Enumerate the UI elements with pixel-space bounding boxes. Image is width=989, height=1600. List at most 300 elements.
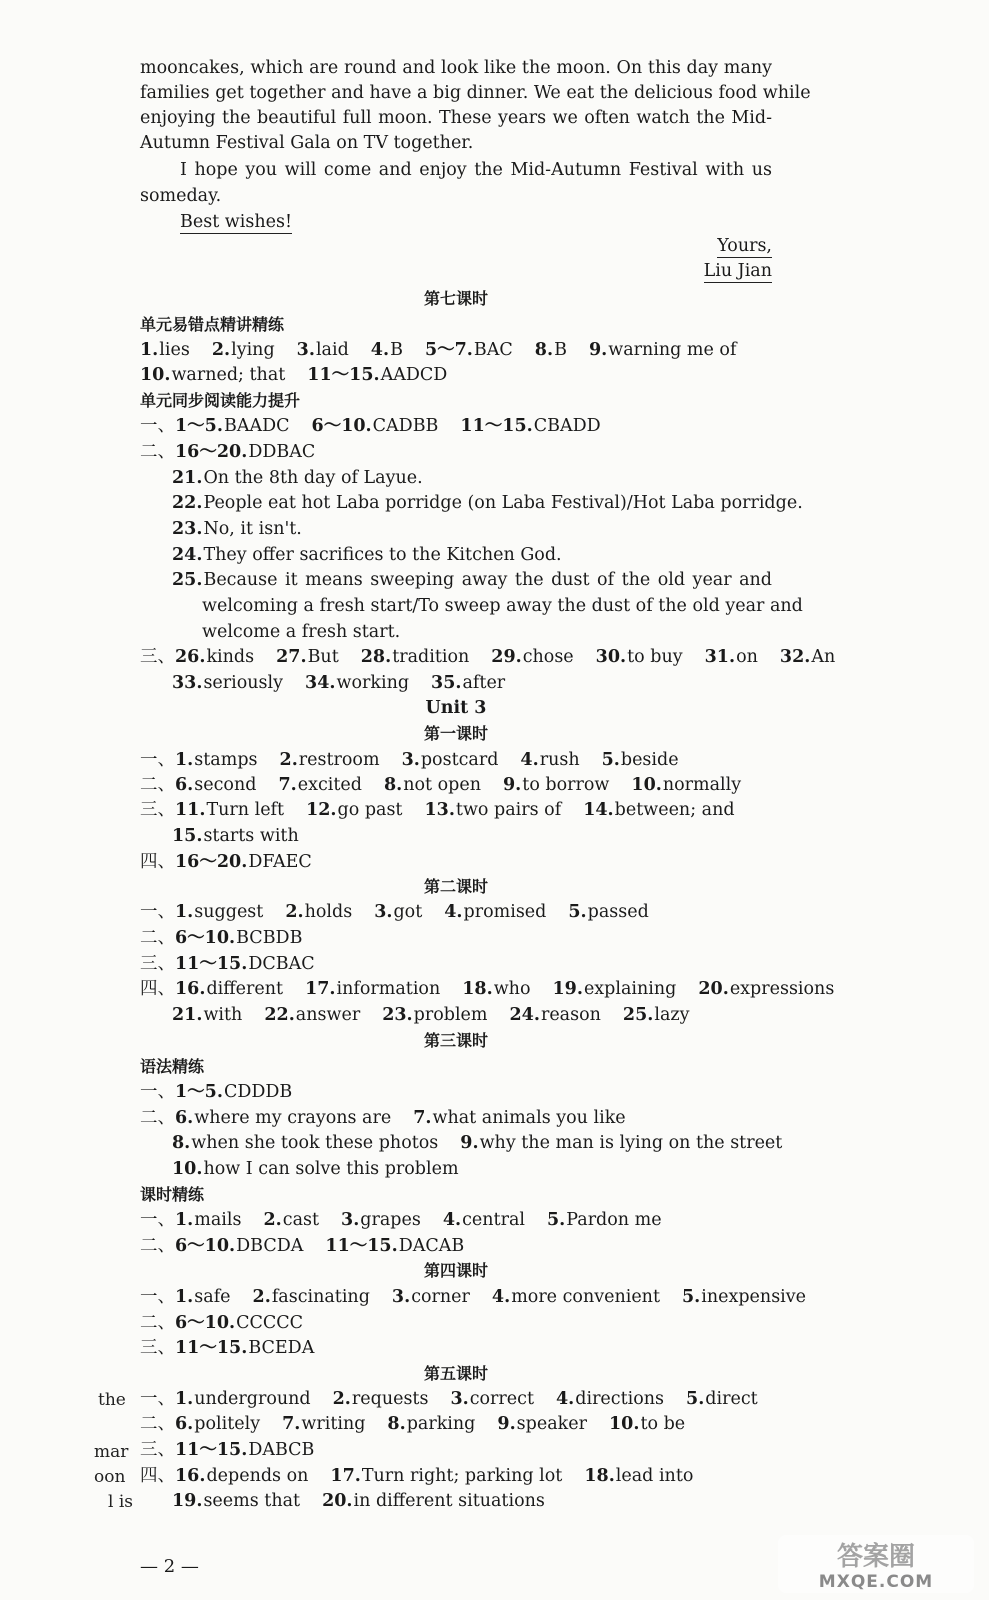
section-marker: 一、 — [140, 750, 175, 770]
answer-text: second — [194, 775, 257, 795]
letter-closing: Best wishes! — [180, 212, 292, 232]
answer-item — [212, 340, 275, 360]
answer-text: CCCCC — [236, 1313, 304, 1333]
question-number: 4. — [491, 1287, 511, 1307]
answer-item — [413, 1108, 625, 1128]
question-number: 25. — [622, 1005, 654, 1025]
answer-text: normally — [662, 775, 742, 795]
answer-text: central — [462, 1210, 525, 1230]
section-marker: 一、 — [140, 1389, 175, 1409]
answer-item — [520, 750, 579, 770]
question-number: 9. — [588, 340, 608, 360]
answer-text: what animals you like — [432, 1108, 626, 1128]
answer-text: problem — [413, 1005, 488, 1025]
answer-row — [140, 338, 736, 362]
watermark-icon — [778, 1535, 974, 1593]
question-number: 2. — [211, 340, 231, 360]
question-number: 2. — [263, 1210, 282, 1230]
answer-item — [175, 1082, 292, 1102]
section-marker: 四、 — [140, 1466, 175, 1486]
section-title: 第四课时 — [423, 1261, 488, 1280]
section-marker: 二、 — [140, 1313, 175, 1333]
answer-row — [172, 824, 299, 848]
question-number: 1. — [175, 1210, 194, 1230]
answer-text: when she took these photos — [191, 1133, 439, 1153]
answer-item — [175, 1466, 308, 1486]
question-number: 9. — [497, 1414, 516, 1434]
question-number: 27. — [276, 647, 307, 667]
question-number: 6～10. — [175, 1236, 236, 1256]
answer-item — [263, 1210, 319, 1230]
answer-item — [282, 1414, 365, 1434]
answer-item — [444, 902, 546, 922]
question-number: 4. — [442, 1210, 462, 1230]
question-number: 20. — [322, 1491, 353, 1511]
question-number: 15. — [172, 826, 203, 846]
question-number: 6. — [175, 775, 194, 795]
answer-item — [172, 570, 772, 590]
answer-text: DABCB — [248, 1440, 315, 1460]
question-number: 7. — [282, 1414, 301, 1434]
answer-text: corner — [411, 1287, 470, 1307]
question-number: 11～15. — [325, 1236, 398, 1256]
answer-text: DACAB — [398, 1236, 465, 1256]
question-number: 8. — [534, 340, 554, 360]
answer-text: reason — [540, 1005, 601, 1025]
answer-text: direct — [705, 1389, 758, 1409]
answer-item — [276, 647, 339, 667]
answer-row — [140, 363, 447, 387]
answer-item — [384, 775, 481, 795]
answer-text: expressions — [729, 979, 835, 999]
question-number: 11～15. — [460, 416, 533, 436]
question-number: 22. — [264, 1005, 295, 1025]
question-number: 1. — [175, 750, 194, 770]
question-number: 26. — [175, 647, 206, 667]
question-number: 29. — [491, 647, 522, 667]
answer-text: lead into — [615, 1466, 694, 1486]
question-number: 24. — [172, 545, 203, 565]
answer-text: warned; that — [171, 365, 286, 385]
answer-item — [460, 416, 600, 436]
section-title: 第七课时 — [423, 289, 488, 308]
answer-text: DDBAC — [248, 442, 316, 462]
question-number: 5. — [601, 750, 620, 770]
question-number: 9. — [460, 1133, 479, 1153]
answer-item — [382, 1005, 487, 1025]
answer-text: who — [493, 979, 531, 999]
question-number: 6～10. — [175, 928, 236, 948]
answer-row — [140, 850, 312, 874]
svg-text:MXQE.COM: MXQE.COM — [818, 1572, 934, 1592]
answer-item — [175, 1108, 391, 1128]
answer-text: with — [203, 1005, 243, 1025]
answer-text: where my crayons are — [194, 1108, 392, 1128]
answer-row — [140, 1336, 314, 1360]
answer-row — [140, 748, 679, 772]
answer-item — [172, 545, 562, 565]
page-number: — 2 — — [140, 1556, 199, 1577]
answer-item — [140, 365, 285, 385]
question-number: 3. — [341, 1210, 360, 1230]
answer-item — [172, 1159, 459, 1179]
answer-item — [305, 673, 409, 693]
question-number: 11～15. — [175, 1440, 248, 1460]
answer-item — [780, 647, 835, 667]
section-marker: 一、 — [140, 1210, 175, 1230]
question-number: 17. — [305, 979, 336, 999]
answer-item — [535, 340, 567, 360]
section-marker: 二、 — [140, 1108, 175, 1128]
answer-text: fascinating — [271, 1287, 370, 1307]
question-number: 11～15. — [175, 954, 248, 974]
answer-item — [682, 1287, 806, 1307]
question-number: 35. — [431, 673, 462, 693]
question-number: 16. — [175, 979, 206, 999]
answer-text: Because it means sweeping away the dust of the old year and — [203, 570, 772, 590]
answer-item — [172, 493, 803, 513]
answer-item — [609, 1414, 685, 1434]
answer-text: No, it isn't. — [203, 519, 302, 539]
question-number: 21. — [172, 468, 203, 488]
answer-text: answer — [295, 1005, 361, 1025]
section-marker: 三、 — [140, 800, 175, 820]
answer-text: An — [811, 647, 836, 667]
question-number: 8. — [172, 1133, 191, 1153]
answer-item — [285, 902, 352, 922]
answer-row — [140, 1464, 693, 1488]
question-number: 20. — [698, 979, 729, 999]
answer-text: cast — [282, 1210, 320, 1230]
answer-item — [450, 1389, 534, 1409]
section-marker: 一、 — [140, 1287, 175, 1307]
question-number: 8. — [387, 1414, 406, 1434]
question-number: 11. — [175, 800, 206, 820]
question-number: 5. — [546, 1210, 566, 1230]
answer-text: different — [206, 979, 284, 999]
answer-item — [175, 1236, 303, 1256]
answer-text: to be — [640, 1414, 686, 1434]
answer-item — [172, 826, 299, 846]
answer-text: DBCDA — [236, 1236, 304, 1256]
question-number: 3. — [450, 1389, 469, 1409]
answer-text: grapes — [360, 1210, 421, 1230]
answer-text: Pardon me — [566, 1210, 662, 1230]
answer-item — [175, 979, 283, 999]
section-title: 第三课时 — [423, 1031, 488, 1050]
section-marker: 三、 — [140, 1440, 175, 1460]
answer-item — [503, 775, 609, 795]
answer-row — [172, 1131, 782, 1155]
question-number: 3. — [401, 750, 420, 770]
answer-item — [322, 1491, 545, 1511]
question-number: 23. — [172, 519, 203, 539]
answer-row — [172, 568, 772, 592]
answer-item — [306, 800, 402, 820]
answer-text: On the 8th day of Layue. — [203, 468, 423, 488]
margin-fragment: oon — [94, 1467, 126, 1487]
answer-text: to borrow — [522, 775, 610, 795]
answer-row — [140, 773, 741, 797]
letter-signature: Liu Jian — [703, 261, 772, 281]
answer-text: why the man is lying on the street — [479, 1133, 783, 1153]
answer-item — [510, 1005, 601, 1025]
answer-item — [175, 775, 256, 795]
question-number: 6～10. — [311, 416, 372, 436]
answer-item — [462, 979, 530, 999]
answer-row — [172, 517, 302, 541]
question-number: 6～10. — [175, 1313, 236, 1333]
answer-item — [172, 673, 283, 693]
answer-text: Turn right; parking lot — [361, 1466, 563, 1486]
answer-text: passed — [587, 902, 649, 922]
answer-row — [140, 926, 302, 950]
answer-row — [140, 645, 835, 669]
answer-item — [443, 1210, 525, 1230]
answer-text: B — [554, 340, 567, 360]
section-title: 第二课时 — [423, 877, 488, 896]
answer-text: seems that — [203, 1491, 301, 1511]
section-marker: 三、 — [140, 954, 175, 974]
answer-item — [387, 1414, 475, 1434]
question-number: 3. — [391, 1287, 411, 1307]
section-marker: 二、 — [140, 775, 175, 795]
answer-item — [371, 340, 403, 360]
answer-text: got — [393, 902, 423, 922]
answer-text: starts with — [203, 826, 299, 846]
answer-item — [491, 647, 573, 667]
answer-item — [460, 1133, 782, 1153]
answer-text: inexpensive — [701, 1287, 807, 1307]
answer-text: to buy — [627, 647, 683, 667]
answer-item — [492, 1287, 660, 1307]
answer-text: go past — [337, 800, 403, 820]
question-number: 11～15. — [307, 365, 380, 385]
answer-text: CADBB — [372, 416, 439, 436]
answer-text: requests — [351, 1389, 429, 1409]
section-marker: 二、 — [140, 442, 175, 462]
answer-item — [172, 1491, 300, 1511]
answer-item — [431, 673, 505, 693]
answer-item — [175, 1440, 314, 1460]
answer-text: tradition — [392, 647, 470, 667]
answer-item — [330, 1466, 562, 1486]
question-number: 10. — [172, 1159, 203, 1179]
answer-text: CBADD — [533, 416, 601, 436]
question-number: 3. — [296, 340, 315, 360]
answer-item — [547, 1210, 662, 1230]
question-number: 4. — [444, 902, 463, 922]
answer-text: seriously — [203, 673, 284, 693]
answer-item — [264, 1005, 360, 1025]
answer-text: directions — [575, 1389, 665, 1409]
question-number: 14. — [583, 800, 614, 820]
answer-text: parking — [406, 1414, 476, 1434]
answer-item — [583, 800, 734, 820]
answer-item — [175, 852, 312, 872]
question-number: 34. — [305, 673, 336, 693]
answer-row — [140, 900, 649, 924]
answer-text: two pairs of — [455, 800, 562, 820]
answer-row — [172, 1003, 690, 1027]
question-number: 3. — [374, 902, 393, 922]
answer-item — [175, 1414, 260, 1434]
section-marker: 二、 — [140, 1414, 175, 1434]
question-number: 28. — [360, 647, 392, 667]
answer-row — [172, 543, 562, 567]
answer-row — [140, 1234, 464, 1258]
answer-row — [140, 1387, 758, 1411]
answer-text: on — [736, 647, 758, 667]
answer-text: speaker — [516, 1414, 587, 1434]
answer-item — [140, 340, 190, 360]
answer-text: CDDDB — [223, 1082, 293, 1102]
section-title: 第五课时 — [423, 1364, 488, 1383]
answer-text: promised — [463, 902, 547, 922]
answer-item — [623, 1005, 690, 1025]
question-number: 17. — [330, 1466, 361, 1486]
answer-item — [175, 416, 290, 436]
answer-item — [596, 647, 683, 667]
letter-line: mooncakes, which are round and look like the moon. On this day many — [140, 58, 772, 78]
question-number: 10. — [608, 1414, 640, 1434]
answer-text: information — [336, 979, 441, 999]
question-number: 22. — [172, 493, 203, 513]
subsection-heading: 单元同步阅读能力提升 — [140, 391, 301, 410]
answer-text: DCBAC — [248, 954, 315, 974]
subsection-heading: 语法精练 — [140, 1057, 205, 1076]
answer-item — [175, 1389, 311, 1409]
answer-row — [140, 1080, 292, 1104]
answer-item — [333, 1389, 429, 1409]
answer-item — [172, 519, 302, 539]
answer-item — [705, 647, 758, 667]
question-number: 1～5. — [175, 1082, 223, 1102]
answer-item — [361, 647, 470, 667]
answer-text: after — [462, 673, 506, 693]
answer-item — [312, 416, 439, 436]
answer-item — [175, 1210, 241, 1230]
answer-item — [568, 902, 648, 922]
section-marker: 二、 — [140, 1236, 175, 1256]
answer-item — [175, 1313, 303, 1333]
question-number: 16～20. — [175, 852, 248, 872]
answer-item — [307, 365, 447, 385]
answer-item — [175, 750, 258, 770]
answer-text: postcard — [420, 750, 499, 770]
answer-text: how I can solve this problem — [203, 1159, 459, 1179]
question-number: 10. — [140, 365, 171, 385]
answer-text: lying — [231, 340, 275, 360]
letter-line: enjoying the beautiful full moon. These years we often watch the Mid- — [140, 108, 772, 128]
answer-item — [253, 1287, 370, 1307]
question-number: 2. — [279, 750, 298, 770]
answer-item — [698, 979, 834, 999]
answer-item — [584, 1466, 693, 1486]
answer-item — [175, 1287, 231, 1307]
margin-fragment: mar — [94, 1442, 129, 1462]
answer-item — [631, 775, 741, 795]
answer-row — [140, 977, 834, 1001]
answer-text: rush — [539, 750, 580, 770]
answer-text: B — [390, 340, 403, 360]
answer-text: in different situations — [353, 1491, 545, 1511]
question-number: 2. — [332, 1389, 351, 1409]
subsection-heading: 课时精练 — [140, 1185, 205, 1204]
answer-text: between; and — [614, 800, 735, 820]
section-marker: 一、 — [140, 416, 175, 436]
answer-item — [278, 775, 362, 795]
answer-text: holds — [304, 902, 353, 922]
answer-item — [392, 1287, 470, 1307]
letter-line: someday. — [140, 186, 222, 206]
answer-item — [402, 750, 499, 770]
answer-text: DFAEC — [248, 852, 312, 872]
answer-item — [305, 979, 440, 999]
question-number: 1. — [140, 340, 159, 360]
answer-text: not open — [403, 775, 481, 795]
answer-item — [280, 750, 380, 770]
question-number: 24. — [509, 1005, 540, 1025]
answer-item — [425, 340, 513, 360]
answer-text: But — [307, 647, 339, 667]
answer-row — [140, 798, 735, 822]
answer-item — [341, 1210, 421, 1230]
answer-text: excited — [297, 775, 362, 795]
answer-text: beside — [620, 750, 679, 770]
letter-line: families get together and have a big dinner. We eat the delicious food while — [140, 83, 811, 103]
answer-item — [175, 442, 315, 462]
section-marker: 四、 — [140, 979, 175, 999]
answer-item — [175, 800, 284, 820]
answer-text: BAC — [473, 340, 513, 360]
answer-item — [175, 902, 263, 922]
question-number: 13. — [424, 800, 455, 820]
answer-text: BCBDB — [236, 928, 303, 948]
answer-row — [140, 1208, 662, 1232]
answer-item — [497, 1414, 587, 1434]
question-number: 2. — [252, 1287, 271, 1307]
answer-line: welcome a fresh start. — [202, 622, 401, 642]
answer-row — [172, 671, 505, 695]
answer-text: Turn left — [206, 800, 285, 820]
question-number: 4. — [370, 340, 390, 360]
answer-text: BCEDA — [248, 1338, 315, 1358]
answer-item — [172, 1005, 242, 1025]
answer-row — [140, 1438, 314, 1462]
question-number: 8. — [383, 775, 403, 795]
question-number: 1. — [175, 1287, 194, 1307]
answer-text: safe — [194, 1287, 231, 1307]
section-marker: 二、 — [140, 928, 175, 948]
answer-item — [686, 1389, 758, 1409]
answer-item — [589, 340, 737, 360]
question-number: 19. — [172, 1491, 203, 1511]
question-number: 16. — [175, 1466, 206, 1486]
answer-text: suggest — [194, 902, 264, 922]
answer-row — [172, 1489, 545, 1513]
answer-row — [172, 491, 803, 515]
question-number: 21. — [172, 1005, 203, 1025]
answer-item — [172, 468, 423, 488]
answer-text: politely — [194, 1414, 261, 1434]
answer-row — [172, 466, 423, 490]
question-number: 9. — [503, 775, 522, 795]
letter-line: Autumn Festival Gala on TV together. — [140, 133, 474, 153]
question-number: 6. — [175, 1108, 194, 1128]
answer-text: underground — [194, 1389, 311, 1409]
answer-row — [140, 1412, 685, 1436]
